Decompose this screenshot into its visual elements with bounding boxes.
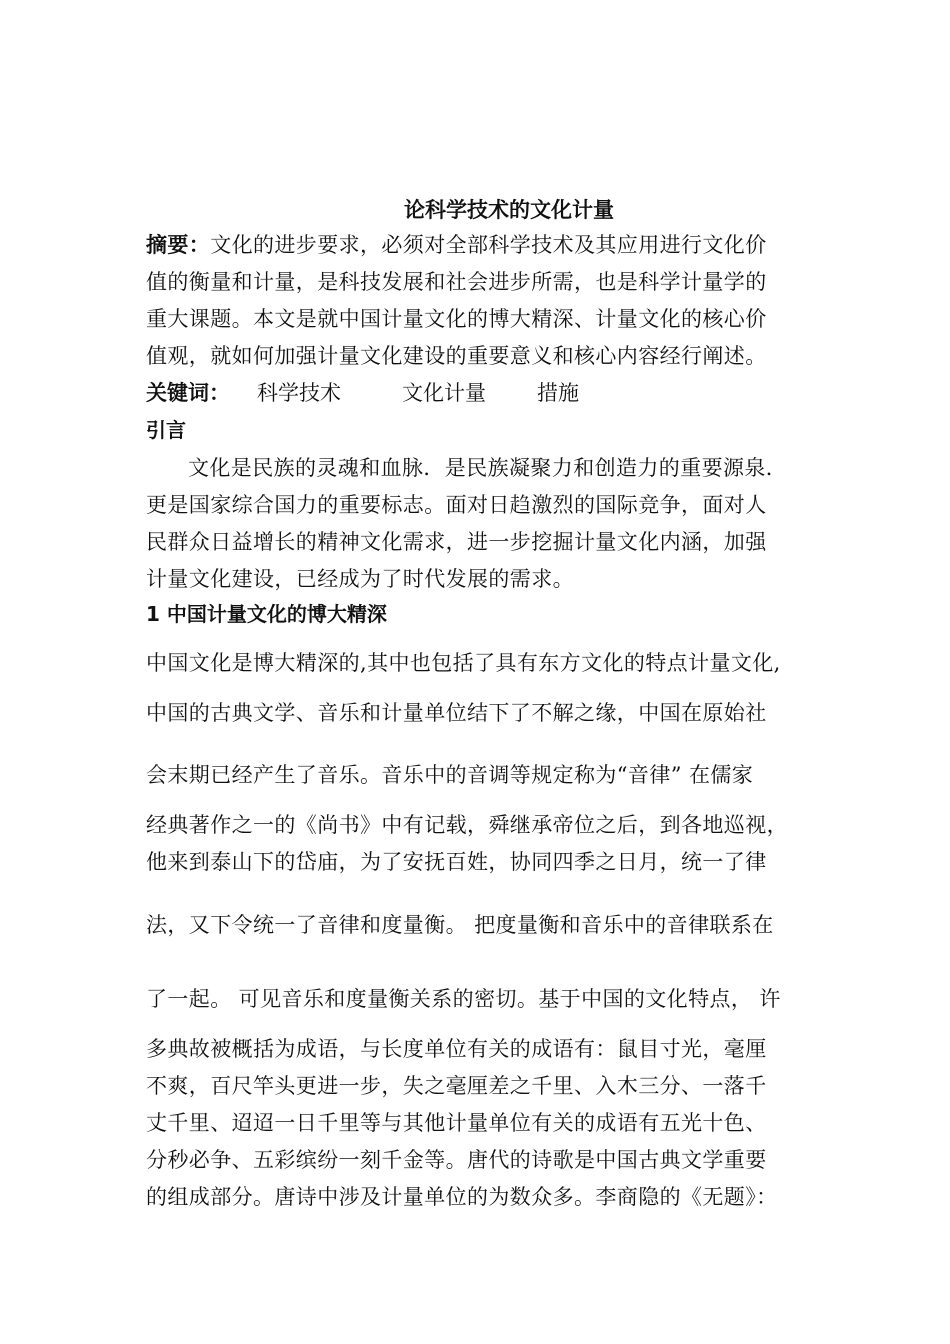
section-1-line-11: 分秒必争、五彩缤纷一刻千金等。唐代的诗歌是中国古典文学重要 xyxy=(146,1148,767,1172)
intro-line-4: 计量文化建设，已经成为了时代发展的需求。 xyxy=(146,567,574,591)
document-title: 论科学技术的文化计量 xyxy=(404,198,614,222)
intro-heading: 引言 xyxy=(146,418,186,442)
section-1-line-4: 经典著作之一的《尚书》中有记载，舜继承帝位之后，到各地巡视， xyxy=(146,813,788,837)
intro-line-1: 文化是民族的灵魂和血脉．是民族凝聚力和创造力的重要源泉． xyxy=(188,456,788,480)
abstract-line-2: 值的衡量和计量，是科技发展和社会进步所需，也是科学计量学的 xyxy=(146,270,767,294)
section-1-line-1: 中国文化是博大精深的,其中也包括了具有东方文化的特点计量文化, xyxy=(146,651,781,675)
section-1-line-9: 不爽，百尺竿头更进一步，失之毫厘差之千里、入木三分、一落千 xyxy=(146,1074,767,1098)
intro-line-2: 更是国家综合国力的重要标志。面对日趋激烈的国际竞争，面对人 xyxy=(146,493,767,517)
section-1-line-2: 中国的古典文学、音乐和计量单位结下了不解之缘，中国在原始社 xyxy=(146,701,767,725)
abstract-text: 文化的进步要求，必须对全部科学技术及其应用进行文化价 xyxy=(210,233,767,257)
intro-line-3: 民群众日益增长的精神文化需求，进一步挖掘计量文化内涵，加强 xyxy=(146,530,767,554)
keywords-label: 关键词： xyxy=(146,381,230,405)
section-1-heading: 1 中国计量文化的博大精深 xyxy=(146,602,387,626)
keyword-item: 措施 xyxy=(537,381,579,405)
abstract-line-3: 重大课题。本文是就中国计量文化的博大精深、计量文化的核心价 xyxy=(146,307,767,331)
section-1-line-10: 丈千里、迢迢一日千里等与其他计量单位有关的成语有五光十色、 xyxy=(146,1111,767,1135)
section-1-line-8: 多典故被概括为成语，与长度单位有关的成语有：鼠目寸光，毫厘 xyxy=(146,1037,767,1061)
keyword-item: 文化计量 xyxy=(402,381,486,405)
abstract-label: 摘要： xyxy=(146,233,211,257)
abstract-line-1 xyxy=(146,230,767,260)
abstract-line-4: 值观，就如何加强计量文化建设的重要意义和核心内容经行阐述。 xyxy=(146,344,767,368)
section-1-line-6: 法，又下令统一了音律和度量衡。 把度量衡和音乐中的音律联系在 xyxy=(146,913,774,937)
section-1-line-3: 会末期已经产生了音乐。音乐中的音调等规定称为“音律” 在儒家 xyxy=(146,763,754,787)
keyword-item: 科学技术 xyxy=(257,381,341,405)
section-1-line-5: 他来到泰山下的岱庙，为了安抚百姓，协同四季之日月，统一了律 xyxy=(146,850,767,874)
section-1-line-7: 了一起。 可见音乐和度量衡关系的密切。基于中国的文化特点， 许 xyxy=(146,987,781,1011)
section-1-line-12: 的组成部分。唐诗中涉及计量单位的为数众多。李商隐的《无题》： xyxy=(146,1185,778,1209)
